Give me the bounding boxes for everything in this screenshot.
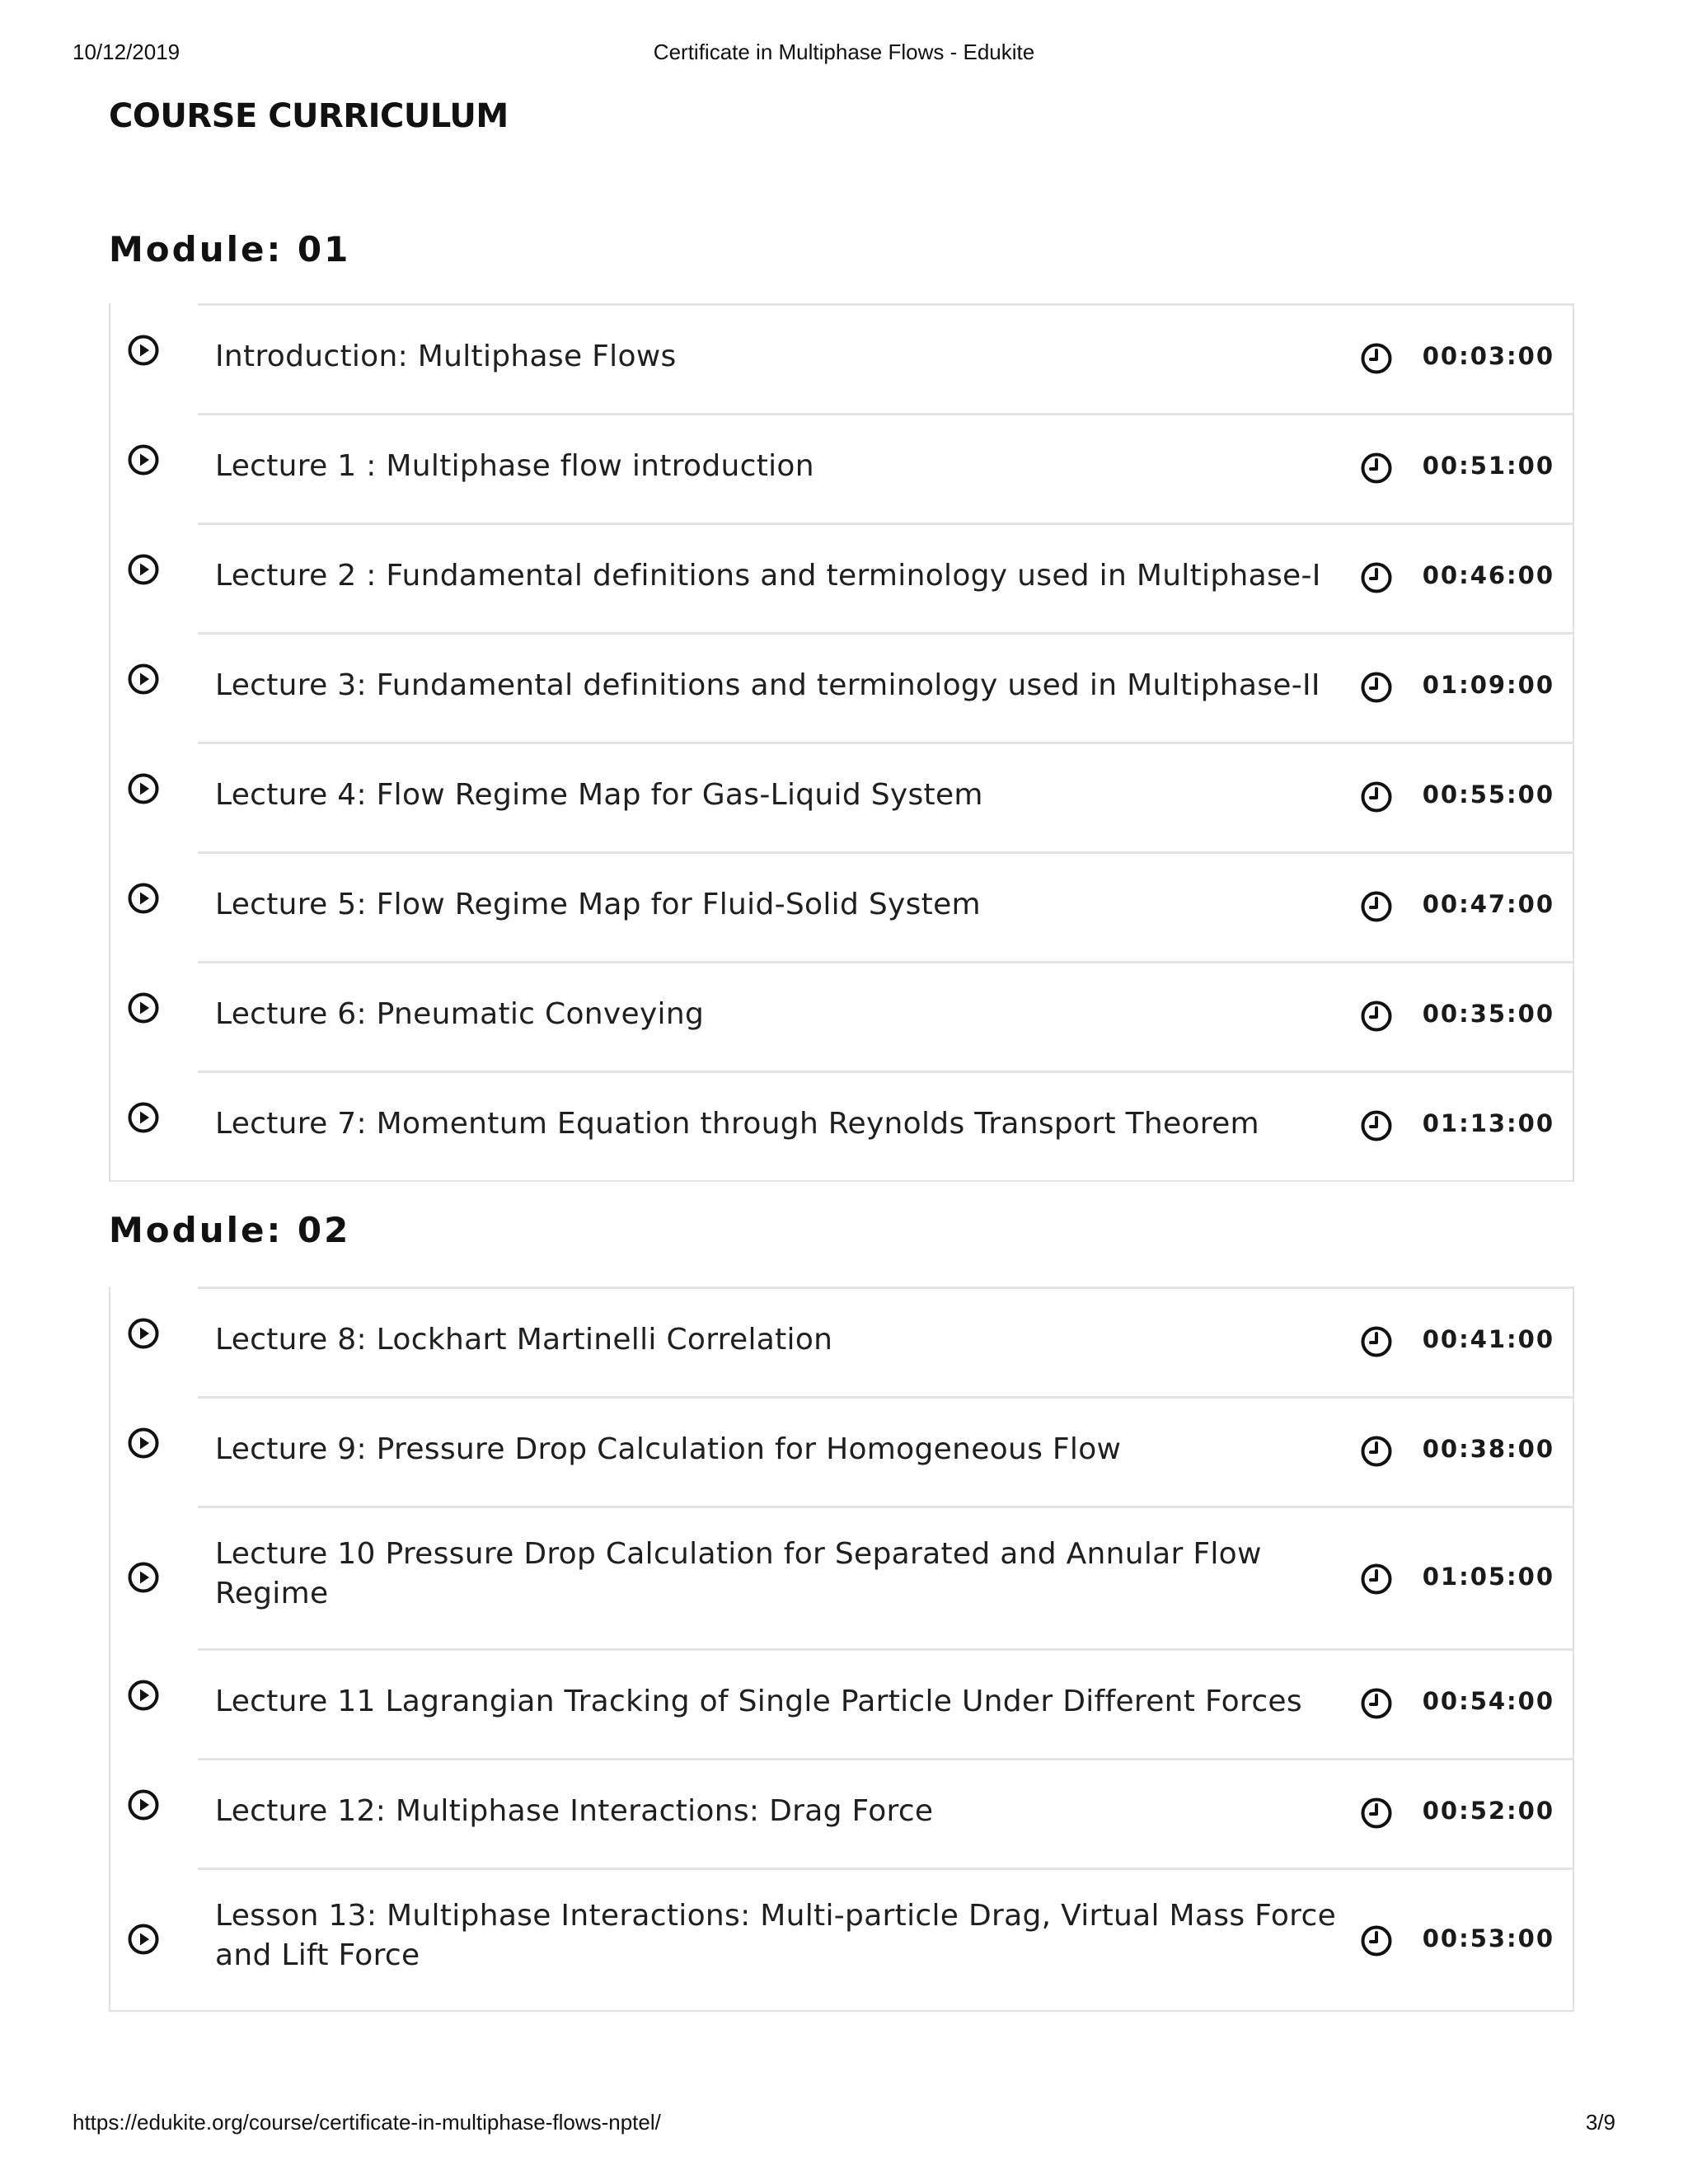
lesson-row[interactable] xyxy=(110,1071,1573,1180)
lesson-duration: 00:52:00 xyxy=(1422,1797,1554,1825)
lesson-duration: 00:54:00 xyxy=(1422,1687,1554,1715)
lesson-title[interactable]: Lecture 1 : Multiphase flow introduction xyxy=(215,449,814,483)
lesson-title[interactable]: Lecture 4: Flow Regime Map for Gas-Liquid System xyxy=(215,778,983,812)
lesson-duration: 00:46:00 xyxy=(1422,561,1554,589)
module-lesson-list xyxy=(109,1286,1574,2012)
clock-icon xyxy=(1360,342,1393,375)
lesson-duration: 00:51:00 xyxy=(1422,452,1554,480)
clock-icon xyxy=(1360,671,1393,704)
clock-icon xyxy=(1360,890,1393,923)
lesson-duration: 00:47:00 xyxy=(1422,890,1554,918)
lesson-row[interactable] xyxy=(110,1868,1573,2010)
clock-icon xyxy=(1360,1797,1393,1830)
play-circle-icon[interactable] xyxy=(127,334,160,367)
lesson-row[interactable] xyxy=(110,742,1573,851)
play-circle-icon[interactable] xyxy=(127,1427,160,1460)
course-curriculum-heading: COURSE CURRICULUM xyxy=(109,97,509,135)
lesson-title[interactable]: Lesson 13: Multiphase Interactions: Multi-particle Drag, Virtual Mass Force and Lift Force xyxy=(215,1899,1337,1972)
module-heading: Module: 02 xyxy=(109,1210,351,1250)
lesson-title[interactable]: Lecture 6: Pneumatic Conveying xyxy=(215,997,705,1031)
play-circle-icon[interactable] xyxy=(127,991,160,1024)
lesson-title[interactable]: Lecture 2 : Fundamental definitions and terminology used in Multiphase-I xyxy=(215,559,1321,593)
lesson-title[interactable]: Lecture 9: Pressure Drop Calculation for Homogeneous Flow xyxy=(215,1432,1122,1466)
lesson-title[interactable]: Lecture 3: Fundamental definitions and terminology used in Multiphase-II xyxy=(215,668,1320,702)
lesson-row[interactable] xyxy=(110,1286,1573,1396)
lesson-row[interactable] xyxy=(110,1648,1573,1758)
lesson-duration: 01:09:00 xyxy=(1422,671,1554,699)
lesson-duration: 00:03:00 xyxy=(1422,342,1554,370)
lesson-title[interactable]: Lecture 5: Flow Regime Map for Fluid-Solid System xyxy=(215,888,981,921)
print-date: 10/12/2019 xyxy=(73,40,181,64)
clock-icon xyxy=(1360,1924,1393,1957)
play-circle-icon[interactable] xyxy=(127,1788,160,1821)
lesson-title[interactable]: Lecture 12: Multiphase Interactions: Drag Force xyxy=(215,1794,934,1828)
lesson-title[interactable]: Lecture 8: Lockhart Martinelli Correlation xyxy=(215,1323,833,1357)
print-footer xyxy=(73,2110,1615,2143)
clock-icon xyxy=(1360,780,1393,813)
lesson-row[interactable] xyxy=(110,303,1573,413)
lesson-title[interactable]: Lecture 10 Pressure Drop Calculation for Separated and Annular Flow Regime xyxy=(215,1537,1262,1610)
lesson-row[interactable] xyxy=(110,523,1573,632)
lesson-duration: 01:05:00 xyxy=(1422,1563,1554,1591)
play-circle-icon[interactable] xyxy=(127,1561,160,1594)
clock-icon xyxy=(1360,452,1393,485)
clock-icon xyxy=(1360,1563,1393,1596)
print-header xyxy=(73,40,1615,73)
page-url: https://edukite.org/course/certificate-in-multiphase-flows-nptel/ xyxy=(73,2110,661,2135)
play-circle-icon[interactable] xyxy=(127,1317,160,1350)
clock-icon xyxy=(1360,1435,1393,1468)
lesson-duration: 00:35:00 xyxy=(1422,1000,1554,1028)
lesson-row[interactable] xyxy=(110,1506,1573,1648)
lesson-row[interactable] xyxy=(110,632,1573,742)
play-circle-icon[interactable] xyxy=(127,553,160,586)
lesson-duration: 00:38:00 xyxy=(1422,1435,1554,1463)
lesson-row[interactable] xyxy=(110,961,1573,1071)
clock-icon xyxy=(1360,1325,1393,1358)
clock-icon xyxy=(1360,1000,1393,1033)
play-circle-icon[interactable] xyxy=(127,772,160,805)
clock-icon xyxy=(1360,561,1393,594)
module-heading: Module: 01 xyxy=(109,229,351,269)
lesson-row[interactable] xyxy=(110,1396,1573,1506)
page-number: 3/9 xyxy=(1585,2110,1615,2135)
print-page-title: Certificate in Multiphase Flows - Edukite xyxy=(653,40,1035,64)
lesson-title[interactable]: Introduction: Multiphase Flows xyxy=(215,340,677,373)
lesson-row[interactable] xyxy=(110,413,1573,523)
play-circle-icon[interactable] xyxy=(127,663,160,696)
play-circle-icon[interactable] xyxy=(127,882,160,915)
play-circle-icon[interactable] xyxy=(127,443,160,476)
lesson-row[interactable] xyxy=(110,1758,1573,1868)
lesson-title[interactable]: Lecture 11 Lagrangian Tracking of Single Particle Under Different Forces xyxy=(215,1685,1302,1718)
lesson-row[interactable] xyxy=(110,851,1573,961)
lesson-duration: 00:53:00 xyxy=(1422,1924,1554,1952)
lesson-duration: 01:13:00 xyxy=(1422,1109,1554,1137)
lesson-duration: 00:55:00 xyxy=(1422,780,1554,808)
lesson-title[interactable]: Lecture 7: Momentum Equation through Reynolds Transport Theorem xyxy=(215,1107,1259,1141)
play-circle-icon[interactable] xyxy=(127,1101,160,1134)
clock-icon xyxy=(1360,1109,1393,1142)
play-circle-icon[interactable] xyxy=(127,1923,160,1956)
lesson-duration: 00:41:00 xyxy=(1422,1325,1554,1353)
clock-icon xyxy=(1360,1687,1393,1720)
play-circle-icon[interactable] xyxy=(127,1679,160,1712)
module-lesson-list xyxy=(109,303,1574,1182)
